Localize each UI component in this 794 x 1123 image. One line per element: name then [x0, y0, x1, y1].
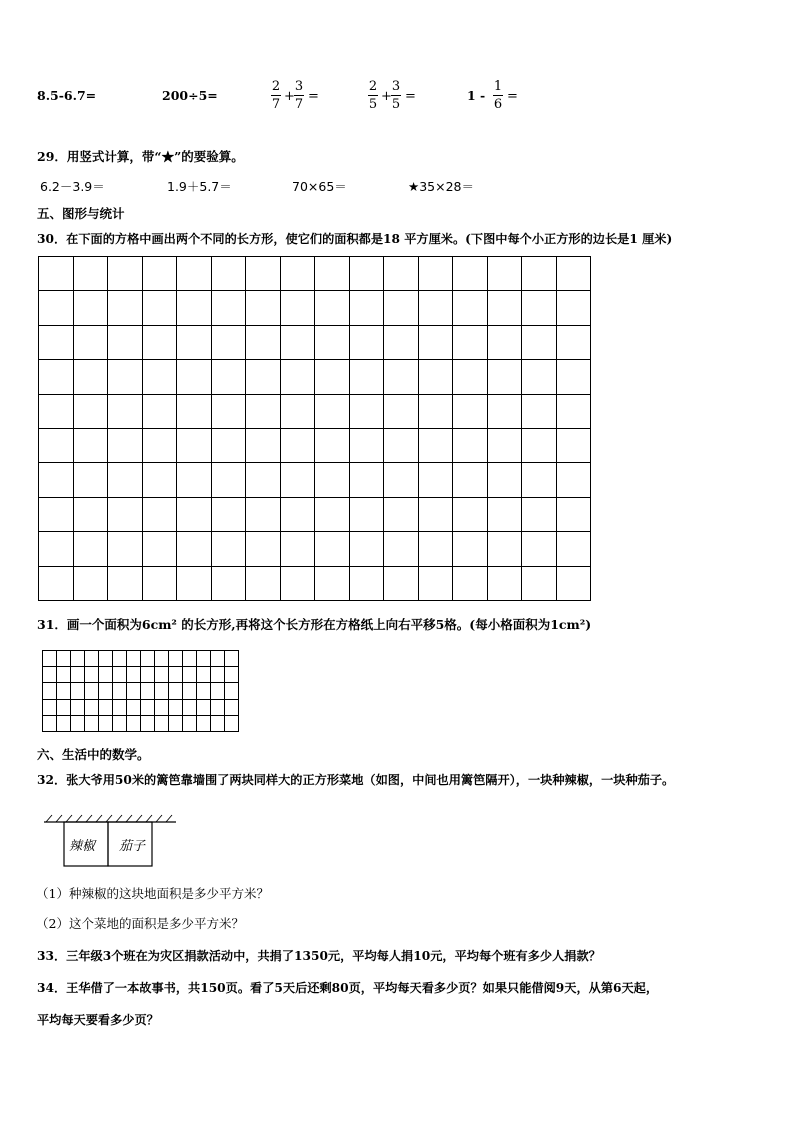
grid-cell[interactable]	[108, 567, 143, 601]
grid-cell[interactable]	[39, 326, 74, 360]
grid-cell[interactable]	[74, 567, 109, 601]
grid-cell[interactable]	[39, 291, 74, 325]
grid-cell[interactable]	[169, 700, 183, 716]
grid-cell[interactable]	[99, 700, 113, 716]
grid-cell[interactable]	[177, 567, 212, 601]
grid-cell[interactable]	[108, 291, 143, 325]
calc-expression-2: 200÷5=	[162, 88, 218, 103]
grid-cell[interactable]	[85, 667, 99, 683]
grid-cell[interactable]	[488, 326, 523, 360]
grid-cell[interactable]	[315, 291, 350, 325]
grid-cell[interactable]	[212, 395, 247, 429]
grid-cell[interactable]	[177, 395, 212, 429]
grid-cell[interactable]	[39, 463, 74, 497]
grid-cell[interactable]	[212, 360, 247, 394]
denominator: 5	[368, 97, 378, 112]
grid-cell[interactable]	[141, 651, 155, 667]
grid-cell[interactable]	[85, 683, 99, 699]
grid-cell[interactable]	[246, 291, 281, 325]
grid-cell[interactable]	[143, 463, 178, 497]
grid-cell[interactable]	[127, 716, 141, 732]
fraction	[368, 79, 378, 112]
grid-cell[interactable]	[127, 651, 141, 667]
grid-cell[interactable]	[488, 360, 523, 394]
grid-cell[interactable]	[211, 716, 225, 732]
grid-cell[interactable]	[315, 257, 350, 291]
grid-cell[interactable]	[143, 532, 178, 566]
fraction	[391, 79, 401, 112]
grid-cell[interactable]	[143, 395, 178, 429]
grid-cell[interactable]	[419, 257, 454, 291]
grid-cell[interactable]	[557, 532, 592, 566]
grid-cell[interactable]	[522, 532, 557, 566]
grid-cell[interactable]	[39, 395, 74, 429]
grid-cell[interactable]	[453, 291, 488, 325]
grid-cell[interactable]	[281, 257, 316, 291]
grid-cell[interactable]	[85, 651, 99, 667]
grid-cell[interactable]	[384, 567, 419, 601]
grid-cell[interactable]	[74, 395, 109, 429]
grid-cell[interactable]	[108, 257, 143, 291]
grid-cell[interactable]	[419, 463, 454, 497]
grid-cell[interactable]	[522, 567, 557, 601]
grid-cell[interactable]	[522, 291, 557, 325]
grid-cell[interactable]	[85, 700, 99, 716]
denominator: 6	[493, 97, 503, 112]
grid-cell[interactable]	[108, 532, 143, 566]
grid-cell[interactable]	[453, 360, 488, 394]
grid-cell[interactable]	[99, 651, 113, 667]
grid-cell[interactable]	[419, 498, 454, 532]
vertical-calc-3: 70×65＝	[292, 179, 347, 194]
grid-cell[interactable]	[315, 532, 350, 566]
grid-cell[interactable]	[225, 700, 239, 716]
grid-cell[interactable]	[281, 567, 316, 601]
equals-sign: =	[308, 89, 319, 104]
grid-cell[interactable]	[113, 700, 127, 716]
grid-cell[interactable]	[350, 326, 385, 360]
grid-cell[interactable]	[113, 716, 127, 732]
grid-cell[interactable]	[246, 532, 281, 566]
grid-cell[interactable]	[74, 291, 109, 325]
square-grid-30[interactable]	[38, 256, 591, 601]
grid-cell[interactable]	[419, 532, 454, 566]
grid-cell[interactable]	[522, 395, 557, 429]
grid-cell[interactable]	[281, 326, 316, 360]
grid-cell[interactable]	[281, 291, 316, 325]
vertical-calc-2: 1.9＋5.7＝	[167, 179, 232, 194]
grid-cell[interactable]	[74, 532, 109, 566]
grid-cell[interactable]	[488, 463, 523, 497]
square-grid-31[interactable]	[42, 650, 239, 732]
denominator: 7	[271, 97, 281, 112]
grid-cell[interactable]	[177, 532, 212, 566]
grid-cell[interactable]	[225, 651, 239, 667]
grid-cell[interactable]	[99, 716, 113, 732]
grid-cell[interactable]	[43, 651, 57, 667]
grid-cell[interactable]	[99, 667, 113, 683]
question-32: 32．张大爷用50米的篱笆靠墙围了两块同样大的正方形菜地（如图，中间也用篱笆隔开），一块种辣椒，一块种茄子。	[37, 773, 675, 787]
grid-cell[interactable]	[197, 700, 211, 716]
grid-cell[interactable]	[212, 291, 247, 325]
grid-cell[interactable]	[419, 326, 454, 360]
grid-cell[interactable]	[143, 291, 178, 325]
grid-cell[interactable]	[246, 395, 281, 429]
wall-hatch	[40, 812, 180, 872]
grid-cell[interactable]	[522, 326, 557, 360]
grid-cell[interactable]	[211, 683, 225, 699]
grid-cell[interactable]	[74, 360, 109, 394]
grid-cell[interactable]	[384, 326, 419, 360]
grid-cell[interactable]	[281, 498, 316, 532]
whole-number-minus: 1 -	[467, 88, 486, 103]
grid-cell[interactable]	[74, 326, 109, 360]
grid-cell[interactable]	[155, 683, 169, 699]
grid-cell[interactable]	[39, 360, 74, 394]
grid-cell[interactable]	[315, 429, 350, 463]
grid-cell[interactable]	[350, 429, 385, 463]
grid-cell[interactable]	[57, 700, 71, 716]
grid-cell[interactable]	[453, 567, 488, 601]
grid-cell[interactable]	[212, 463, 247, 497]
grid-cell[interactable]	[57, 651, 71, 667]
grid-cell[interactable]	[522, 257, 557, 291]
vertical-calc-1: 6.2－3.9＝	[40, 179, 105, 194]
grid-cell[interactable]	[384, 463, 419, 497]
grid-cell[interactable]	[99, 683, 113, 699]
denominator: 7	[294, 97, 304, 112]
grid-cell[interactable]	[108, 463, 143, 497]
grid-cell[interactable]	[127, 667, 141, 683]
grid-cell[interactable]	[143, 498, 178, 532]
grid-cell[interactable]	[522, 463, 557, 497]
grid-cell[interactable]	[419, 395, 454, 429]
grid-cell[interactable]	[488, 429, 523, 463]
grid-cell[interactable]	[281, 532, 316, 566]
grid-cell[interactable]	[113, 651, 127, 667]
grid-cell[interactable]	[225, 716, 239, 732]
grid-cell[interactable]	[246, 567, 281, 601]
question-34-line-1: 34．王华借了一本故事书，共150页。看了5天后还剩80页，平均每天看多少页？如果只能借阅9天，从第6天起，	[37, 981, 659, 995]
grid-cell[interactable]	[39, 532, 74, 566]
section-title-6: 六、生活中的数学。	[37, 747, 150, 762]
grid-cell[interactable]	[169, 651, 183, 667]
grid-cell[interactable]	[57, 716, 71, 732]
grid-cell[interactable]	[350, 395, 385, 429]
grid-cell[interactable]	[453, 326, 488, 360]
grid-cell[interactable]	[350, 532, 385, 566]
grid-cell[interactable]	[74, 463, 109, 497]
grid-cell[interactable]	[197, 716, 211, 732]
grid-cell[interactable]	[557, 498, 592, 532]
grid-cell[interactable]	[488, 257, 523, 291]
grid-cell[interactable]	[39, 567, 74, 601]
grid-cell[interactable]	[113, 683, 127, 699]
question-29: 29．用竖式计算，带“★”的要验算。	[37, 149, 244, 164]
grid-cell[interactable]	[557, 291, 592, 325]
grid-cell[interactable]	[350, 360, 385, 394]
grid-cell[interactable]	[169, 667, 183, 683]
grid-cell[interactable]	[177, 291, 212, 325]
grid-cell[interactable]	[419, 429, 454, 463]
grid-cell[interactable]	[281, 463, 316, 497]
section-title-5: 五、图形与统计	[37, 206, 125, 221]
grid-cell[interactable]	[522, 429, 557, 463]
grid-cell[interactable]	[57, 667, 71, 683]
grid-cell[interactable]	[212, 257, 247, 291]
grid-cell[interactable]	[315, 360, 350, 394]
grid-cell[interactable]	[108, 498, 143, 532]
grid-cell[interactable]	[212, 567, 247, 601]
grid-cell[interactable]	[246, 429, 281, 463]
grid-cell[interactable]	[108, 429, 143, 463]
grid-cell[interactable]	[246, 326, 281, 360]
grid-cell[interactable]	[557, 395, 592, 429]
grid-cell[interactable]	[246, 360, 281, 394]
equals-sign: =	[405, 89, 416, 104]
grid-cell[interactable]	[522, 498, 557, 532]
grid-cell[interactable]	[169, 716, 183, 732]
grid-cell[interactable]	[488, 498, 523, 532]
grid-cell[interactable]	[57, 683, 71, 699]
grid-cell[interactable]	[384, 532, 419, 566]
grid-cell[interactable]	[108, 360, 143, 394]
grid-cell[interactable]	[419, 360, 454, 394]
grid-cell[interactable]	[141, 667, 155, 683]
grid-cell[interactable]	[183, 700, 197, 716]
grid-cell[interactable]	[246, 257, 281, 291]
grid-cell[interactable]	[350, 257, 385, 291]
grid-cell[interactable]	[43, 700, 57, 716]
grid-cell[interactable]	[74, 498, 109, 532]
grid-cell[interactable]	[143, 257, 178, 291]
question-34-line-2: 平均每天要看多少页？	[37, 1013, 159, 1027]
grid-cell[interactable]	[557, 326, 592, 360]
grid-cell[interactable]	[557, 429, 592, 463]
grid-cell[interactable]	[350, 463, 385, 497]
grid-cell[interactable]	[169, 683, 183, 699]
grid-cell[interactable]	[127, 683, 141, 699]
vertical-calc-4-verify: ★35×28＝	[408, 179, 474, 194]
grid-cell[interactable]	[315, 326, 350, 360]
grid-cell[interactable]	[155, 700, 169, 716]
grid-cell[interactable]	[39, 257, 74, 291]
pepper-label: 辣椒	[69, 839, 96, 854]
grid-cell[interactable]	[246, 463, 281, 497]
grid-cell[interactable]	[177, 257, 212, 291]
grid-cell[interactable]	[155, 651, 169, 667]
grid-cell[interactable]	[71, 700, 85, 716]
grid-cell[interactable]	[177, 429, 212, 463]
grid-cell[interactable]	[183, 716, 197, 732]
grid-cell[interactable]	[557, 257, 592, 291]
numerator: 2	[271, 79, 281, 94]
grid-cell[interactable]	[71, 651, 85, 667]
numerator: 3	[391, 79, 401, 94]
grid-cell[interactable]	[155, 716, 169, 732]
grid-cell[interactable]	[453, 532, 488, 566]
grid-cell[interactable]	[488, 395, 523, 429]
question-32-sub-1: （1）种辣椒的这块地面积是多少平方米？	[36, 886, 269, 901]
grid-cell[interactable]	[384, 257, 419, 291]
grid-cell[interactable]	[71, 683, 85, 699]
grid-cell[interactable]	[453, 463, 488, 497]
grid-cell[interactable]	[183, 667, 197, 683]
grid-cell[interactable]	[211, 667, 225, 683]
equals-sign: =	[507, 89, 518, 104]
grid-cell[interactable]	[453, 395, 488, 429]
grid-cell[interactable]	[43, 716, 57, 732]
grid-cell[interactable]	[183, 651, 197, 667]
grid-cell[interactable]	[183, 683, 197, 699]
grid-cell[interactable]	[488, 567, 523, 601]
grid-cell[interactable]	[212, 498, 247, 532]
question-31: 31．画一个面积为6cm² 的长方形,再将这个长方形在方格纸上向右平移5格。(每小格面积为1cm²)	[37, 617, 592, 632]
grid-cell[interactable]	[246, 498, 281, 532]
grid-cell[interactable]	[212, 429, 247, 463]
grid-cell[interactable]	[71, 716, 85, 732]
grid-cell[interactable]	[143, 429, 178, 463]
calc-expression-1: 8.5-6.7=	[37, 88, 97, 103]
grid-cell[interactable]	[384, 395, 419, 429]
grid-cell[interactable]	[143, 360, 178, 394]
grid-cell[interactable]	[419, 567, 454, 601]
grid-cell[interactable]	[141, 716, 155, 732]
grid-cell[interactable]	[384, 360, 419, 394]
grid-cell[interactable]	[315, 463, 350, 497]
grid-cell[interactable]	[225, 667, 239, 683]
grid-cell[interactable]	[225, 683, 239, 699]
operator: +	[284, 89, 295, 104]
grid-cell[interactable]	[74, 257, 109, 291]
grid-cell[interactable]	[143, 567, 178, 601]
grid-cell[interactable]	[39, 498, 74, 532]
grid-cell[interactable]	[197, 683, 211, 699]
grid-cell[interactable]	[177, 498, 212, 532]
eggplant-label: 茄子	[119, 839, 146, 854]
grid-cell[interactable]	[177, 463, 212, 497]
grid-cell[interactable]	[557, 567, 592, 601]
grid-cell[interactable]	[108, 395, 143, 429]
grid-cell[interactable]	[453, 429, 488, 463]
fraction	[493, 79, 503, 112]
grid-cell[interactable]	[211, 651, 225, 667]
grid-cell[interactable]	[384, 498, 419, 532]
grid-cell[interactable]	[43, 683, 57, 699]
grid-cell[interactable]	[177, 326, 212, 360]
grid-cell[interactable]	[113, 667, 127, 683]
numerator: 1	[493, 79, 503, 94]
grid-cell[interactable]	[453, 257, 488, 291]
question-32-sub-2: （2）这个菜地的面积是多少平方米？	[36, 916, 244, 931]
grid-cell[interactable]	[197, 667, 211, 683]
grid-cell[interactable]	[315, 395, 350, 429]
grid-cell[interactable]	[108, 326, 143, 360]
grid-cell[interactable]	[488, 532, 523, 566]
denominator: 5	[391, 97, 401, 112]
grid-cell[interactable]	[39, 429, 74, 463]
fraction	[294, 79, 304, 112]
grid-cell[interactable]	[350, 567, 385, 601]
grid-cell[interactable]	[350, 498, 385, 532]
question-30: 30．在下面的方格中画出两个不同的长方形，使它们的面积都是18 平方厘米。(下图中每个小正方形的边长是1 厘米)	[37, 232, 673, 246]
grid-cell[interactable]	[384, 291, 419, 325]
grid-cell[interactable]	[350, 291, 385, 325]
numerator: 2	[368, 79, 378, 94]
grid-cell[interactable]	[71, 667, 85, 683]
question-33: 33．三年级3个班在为灾区捐款活动中，共捐了1350元，平均每人捐10元，平均每个班有多少人捐款？	[37, 949, 601, 963]
grid-cell[interactable]	[211, 700, 225, 716]
grid-cell[interactable]	[557, 360, 592, 394]
grid-cell[interactable]	[453, 498, 488, 532]
grid-cell[interactable]	[281, 395, 316, 429]
grid-cell[interactable]	[143, 326, 178, 360]
grid-cell[interactable]	[127, 700, 141, 716]
grid-cell[interactable]	[384, 429, 419, 463]
grid-cell[interactable]	[197, 651, 211, 667]
grid-cell[interactable]	[74, 429, 109, 463]
grid-cell[interactable]	[557, 463, 592, 497]
grid-cell[interactable]	[315, 567, 350, 601]
grid-cell[interactable]	[488, 291, 523, 325]
grid-cell[interactable]	[281, 429, 316, 463]
grid-cell[interactable]	[141, 683, 155, 699]
numerator: 3	[294, 79, 304, 94]
grid-cell[interactable]	[141, 700, 155, 716]
grid-cell[interactable]	[212, 326, 247, 360]
grid-cell[interactable]	[419, 291, 454, 325]
grid-cell[interactable]	[212, 532, 247, 566]
grid-cell[interactable]	[85, 716, 99, 732]
grid-cell[interactable]	[43, 667, 57, 683]
grid-cell[interactable]	[177, 360, 212, 394]
fraction	[271, 79, 281, 112]
operator: +	[381, 89, 392, 104]
grid-cell[interactable]	[155, 667, 169, 683]
grid-cell[interactable]	[281, 360, 316, 394]
grid-cell[interactable]	[522, 360, 557, 394]
grid-cell[interactable]	[315, 498, 350, 532]
